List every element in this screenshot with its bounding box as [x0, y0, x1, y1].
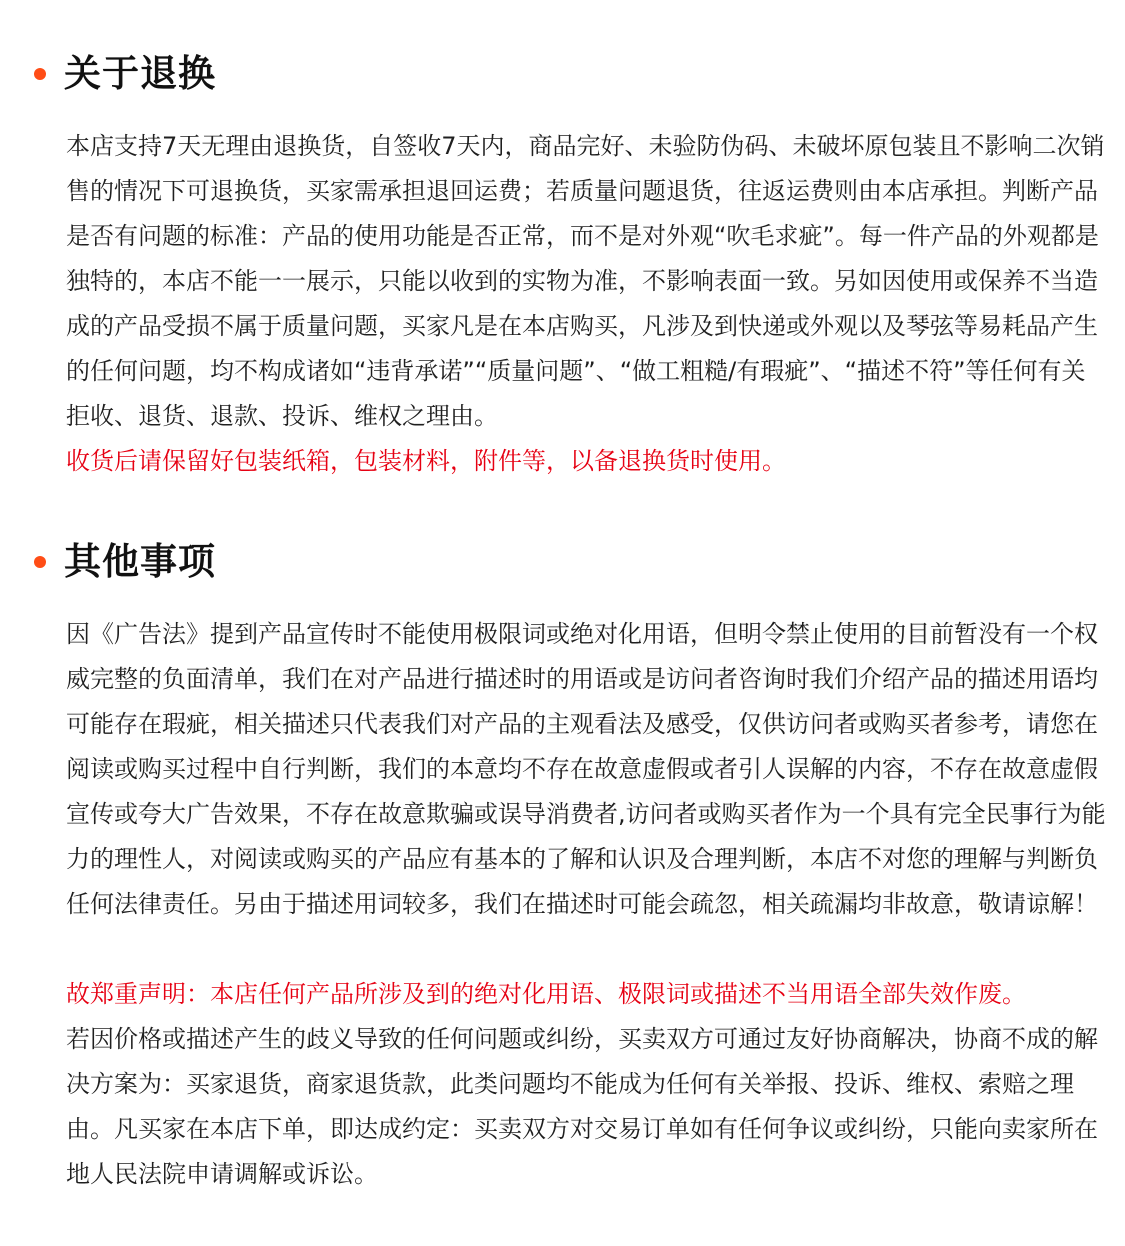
- section-other-matters: [0, 532, 1125, 1212]
- section-title: 关于退换: [64, 52, 216, 95]
- returns-packaging-notice: 收货后请保留好包装纸箱，包装材料，附件等，以备退换货时使用。: [66, 447, 786, 475]
- dispute-resolution-text: 若因价格或描述产生的歧义导致的任何问题或纠纷，买卖双方可通过友好协商解决，协商不成的解决方案为：买家退货，商家退货款，此类问题均不能成为任何有关举报、投诉、维权、索赔之理由。凡买家在本店下单，即达成约定：买卖双方对交易订单如有任何争议或纠纷，只能向卖家所在地人民法院申请调解或诉讼。: [66, 1025, 1098, 1188]
- section-returns: [0, 44, 1125, 484]
- bullet-dot-icon: [34, 68, 46, 80]
- solemn-declaration: 故郑重声明：本店任何产品所涉及到的绝对化用语、极限词或描述不当用语全部失效作废。: [66, 980, 1026, 1008]
- section-header: [0, 44, 1125, 104]
- section-title: 其他事项: [64, 540, 216, 583]
- section-header: [0, 532, 1125, 592]
- advertising-law-disclaimer: 因《广告法》提到产品宣传时不能使用极限词或绝对化用语，但明令禁止使用的目前暂没有一个权威完整的负面清单，我们在对产品进行描述时的用语或是访问者咨询时我们介绍产品的描述用语均可能存在瑕疵，相关描述只代表我们对产品的主观看法及感受，仅供访问者或购买者参考，请您在阅读或购买过程中自行判断，我们的本意均不存在故意虚假或者引人误解的内容，不存在故意虚假宣传或夸大广告效果，不存在故意欺骗或误导消费者,访问者或购买者作为一个具有完全民事行为能力的理性人，对阅读或购买的产品应有基本的了解和认识及合理判断，本店不对您的理解与判断负任何法律责任。另由于描述用词较多，我们在描述时可能会疏忽，相关疏漏均非故意，敬请谅解！: [66, 620, 1106, 918]
- bullet-dot-icon: [34, 556, 46, 568]
- returns-policy-text: 本店支持7天无理由退换货，自签收7天内，商品完好、未验防伪码、未破坏原包装且不影响二次销售的情况下可退换货，买家需承担退回运费；若质量问题退货，往返运费则由本店承担。判断产品是否有问题的标准：产品的使用功能是否正常，而不是对外观“吹毛求疵”。每一件产品的外观都是独特的，本店不能一一展示，只能以收到的实物为准，不影响表面一致。另如因使用或保养不当造成的产品受损不属于质量问题，买家凡是在本店购买，凡涉及到快递或外观以及琴弦等易耗品产生的任何问题，均不构成诸如“违背承诺”“质量问题”、“做工粗糙/有瑕疵”、“描述不符”等任何有关拒收、退货、退款、投诉、维权之理由。: [66, 132, 1105, 430]
